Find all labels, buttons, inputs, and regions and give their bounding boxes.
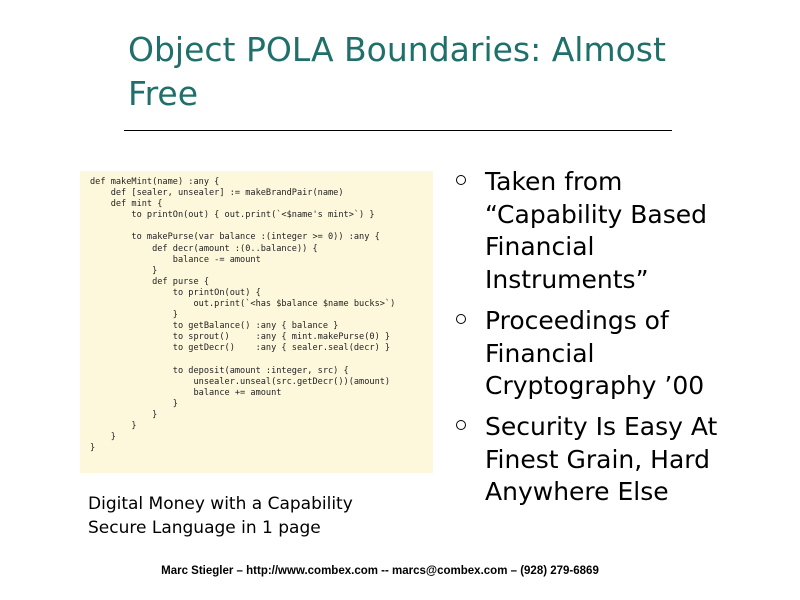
code-line: to makePurse(var balance :(integer >= 0)) :any { xyxy=(90,232,380,243)
bullet-text-line: “Capability Based xyxy=(485,199,708,229)
code-line: to getDecr() :any { sealer.seal(decr) } xyxy=(90,343,391,354)
code-line: def purse { xyxy=(90,276,209,287)
footer-contact: Marc Stiegler – http://www.combex.com -- marcs@combex.com – (928) 279-6869 xyxy=(161,565,599,577)
bullet-text-line: Instruments” xyxy=(485,265,649,295)
code-line: def makeMint(name) :any { xyxy=(90,177,220,187)
bullet-text-line: Financial xyxy=(485,232,595,262)
bullet-text-line: Financial xyxy=(485,338,595,368)
code-line: } xyxy=(90,432,116,443)
slide-title-line-1: Object POLA Boundaries: Almost xyxy=(128,30,666,69)
bullet-text-line: Taken from xyxy=(485,167,623,196)
bullet-text-line: Proceedings of xyxy=(485,305,669,335)
code-line: to sprout() :any { mint.makePurse(0) } xyxy=(90,332,391,343)
code-line: def [sealer, unsealer] := makeBrandPair(name) xyxy=(90,188,344,199)
code-line: out.print(`<has $balance $name bucks>`) xyxy=(90,299,396,310)
code-line: } xyxy=(90,398,178,409)
code-line: to deposit(amount :integer, src) { xyxy=(90,365,349,376)
caption-line-1: Digital Money with a Capability xyxy=(88,494,353,514)
hollow-circle-icon xyxy=(456,175,466,185)
bullet-text xyxy=(485,305,790,403)
bullet-item xyxy=(455,411,790,509)
code-line: to getBalance() :any { balance } xyxy=(90,321,339,332)
code-line xyxy=(90,221,429,232)
caption-line-2: Secure Language in 1 page xyxy=(88,518,321,538)
code-line: } xyxy=(90,265,158,276)
bullet-text xyxy=(485,411,790,509)
bullet-item xyxy=(455,166,790,297)
bullet-text xyxy=(485,166,790,297)
code-line: } xyxy=(90,421,137,432)
code-line: } xyxy=(90,310,178,321)
code-line: } xyxy=(90,443,96,454)
code-caption xyxy=(88,492,428,540)
bullet-text-line: Security Is Easy At xyxy=(485,411,718,441)
code-line xyxy=(90,355,429,366)
bullet-text-line: Anywhere Else xyxy=(485,477,669,507)
code-line: to printOn(out) { xyxy=(90,287,261,298)
bullet-text-line: Cryptography ’00 xyxy=(485,371,705,401)
code-listing xyxy=(80,171,433,473)
slide-title xyxy=(128,28,748,116)
bullet-text-line: Finest Grain, Hard xyxy=(485,444,710,474)
code-line: def mint { xyxy=(90,199,163,210)
code-line: balance -= amount xyxy=(90,254,261,265)
code-line: } xyxy=(90,409,158,420)
bullet-item xyxy=(455,305,790,403)
code-line: to printOn(out) { out.print(`<$name's mint>`) } xyxy=(90,210,375,221)
code-line: unsealer.unseal(src.getDecr())(amount) xyxy=(90,376,391,387)
bullet-list xyxy=(455,166,790,517)
title-divider xyxy=(124,130,672,131)
hollow-circle-icon xyxy=(456,314,466,324)
code-line: def decr(amount :(0..balance)) { xyxy=(90,243,318,254)
slide-title-line-2: Free xyxy=(128,74,199,113)
hollow-circle-icon xyxy=(456,420,466,430)
code-line: balance += amount xyxy=(90,387,282,398)
